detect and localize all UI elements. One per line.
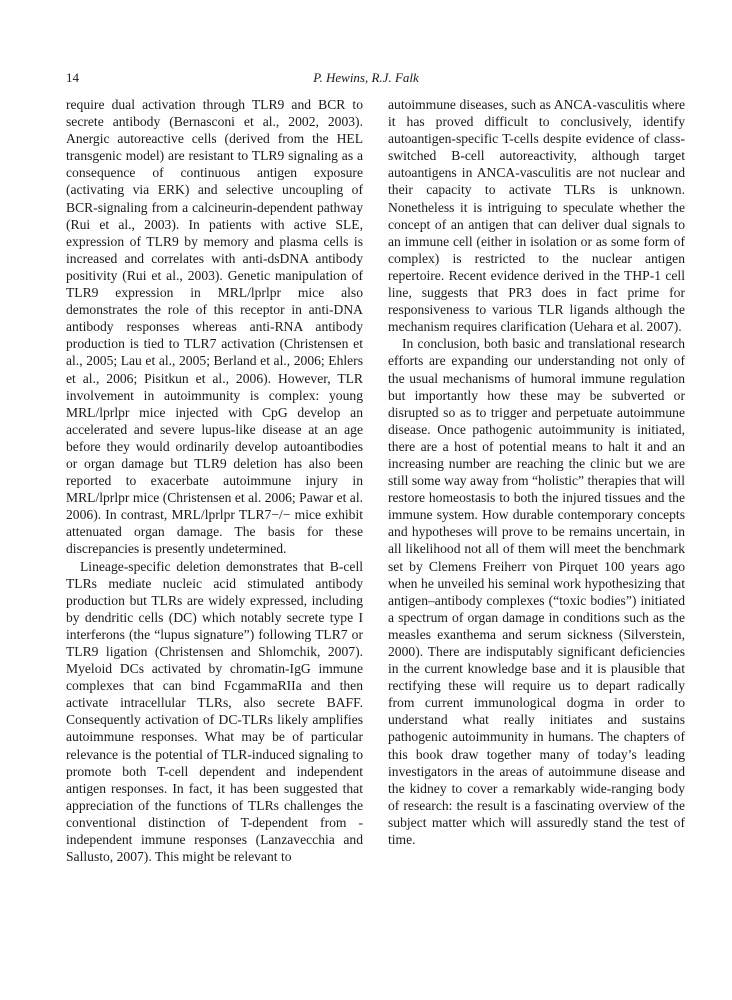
- paragraph: require dual activation through TLR9 and BCR to secrete antibody (Bernasconi et al., 2002, 2003). Anergic autoreactive cells (derived from the HEL transgenic model) are resistant to TLR9 signaling as a consequence of continuous antigen exposure (activating via ERK) and selective uncoupling of BCR-signaling from a calcineurin-dependent pathway (Rui et al., 2003). In patients with active SLE, expression of TLR9 by memory and plasma cells is increased and correlates with anti-dsDNA antibody positivity (Rui et al., 2003). Genetic manipulation of TLR9 expression in MRL/lprlpr mice also demonstrates the role of this receptor in anti-DNA antibody responses whereas anti-RNA antibody production is tied to TLR7 activation (Christensen et al., 2005; Lau et al., 2005; Berland et al., 2006; Ehlers et al., 2006; Pisitkun et al., 2006). However, TLR involvement in autoimmunity is complex: young MRL/lprlpr mice injected with CpG develop an accelerated and severe lupus-like disease at an age before they would ordinarily develop autoantibodies or organ damage but TLR9 deletion has also been reported to exacerbate autoimmune injury in MRL/lprlpr mice (Christensen et al. 2006; Pawar et al. 2006). In contrast, MRL/lprlpr TLR7−/− mice exhibit attenuated organ damage. The basis for these discrepancies is presently undetermined.: [66, 97, 363, 557]
- page-header: [66, 70, 666, 90]
- left-column: [66, 96, 363, 865]
- paragraph: autoimmune diseases, such as ANCA-vasculitis where it has proved difficult to conclusively, identify autoantigen-specific T-cells despite evidence of class-switched B-cell autoreactivity, although target autoantigens in ANCA-vasculitis are not nuclear and their capacity to activate TLRs is unknown. Nonetheless it is intriguing to speculate whether the concept of an antigen that can deliver dual signals to an immune cell (either in isolation or as some form of complex) is restricted to the nuclear antigen repertoire. Recent evidence derived in the THP-1 cell line, suggests that PR3 does in fact prime for responsiveness to various TLR ligands although the mechanism requires clarification (Uehara et al. 2007).: [388, 97, 685, 335]
- paragraph: In conclusion, both basic and translational research efforts are expanding our understanding not only of the usual mechanisms of humoral immune regulation but importantly how these may be subverted or disrupted so as to trigger and perpetuate autoimmune disease. Once pathogenic autoimmunity is initiated, there are a host of potential means to halt it and an increasing number are reaching the clinic but we are still some way away from “holistic” therapies that will restore homeostasis to both the injured tissues and the immune system. How durable contemporary concepts and hypotheses will prove to be remains uncertain, in all likelihood not all of them will meet the benchmark set by Clemens Freiherr von Pirquet 100 years ago when he unveiled his seminal work hypothesizing that antigen–antibody complexes (“toxic bodies”) initiated a spectrum of organ damage in conditions such as the measles exanthema and serum sickness (Silverstein, 2000). There are indisputably significant deficiencies in the current knowledge base and it is plausible that rectifying these will require us to depart radically from current immunological dogma in order to understand what really initiates and sustains pathogenic autoimmunity in humans. The chapters of this book draw together many of today’s leading investigators in the areas of autoimmune disease and the kidney to cover a remarkably wide-ranging body of research: the result is a fascinating overview of the subject matter which will assuredly stand the test of time.: [388, 336, 685, 848]
- running-head: P. Hewins, R.J. Falk: [313, 70, 419, 85]
- page-number: 14: [66, 70, 79, 85]
- right-column: [388, 96, 685, 848]
- paragraph: Lineage-specific deletion demonstrates that B-cell TLRs mediate nucleic acid stimulated antibody production but TLRs are widely expressed, including by dendritic cells (DC) which notably secrete type I interferons (the “lupus signature”) following TLR7 or TLR9 ligation (Christensen and Shlomchik, 2007). Myeloid DCs activated by chromatin-IgG immune complexes that can bind FcgammaRIIa and then activate intracellular TLRs, also secrete BAFF. Consequently activation of DC-TLRs likely amplifies autoimmune responses. What may be of particular relevance is the potential of TLR-induced signaling to promote both T-cell dependent and independent antigen responses. In fact, it has been suggested that appreciation of the functions of TLRs challenges the conventional distinction of T-dependent from -independent immune responses (Lanzavecchia and Sallusto, 2007). This might be relevant to: [66, 558, 363, 865]
